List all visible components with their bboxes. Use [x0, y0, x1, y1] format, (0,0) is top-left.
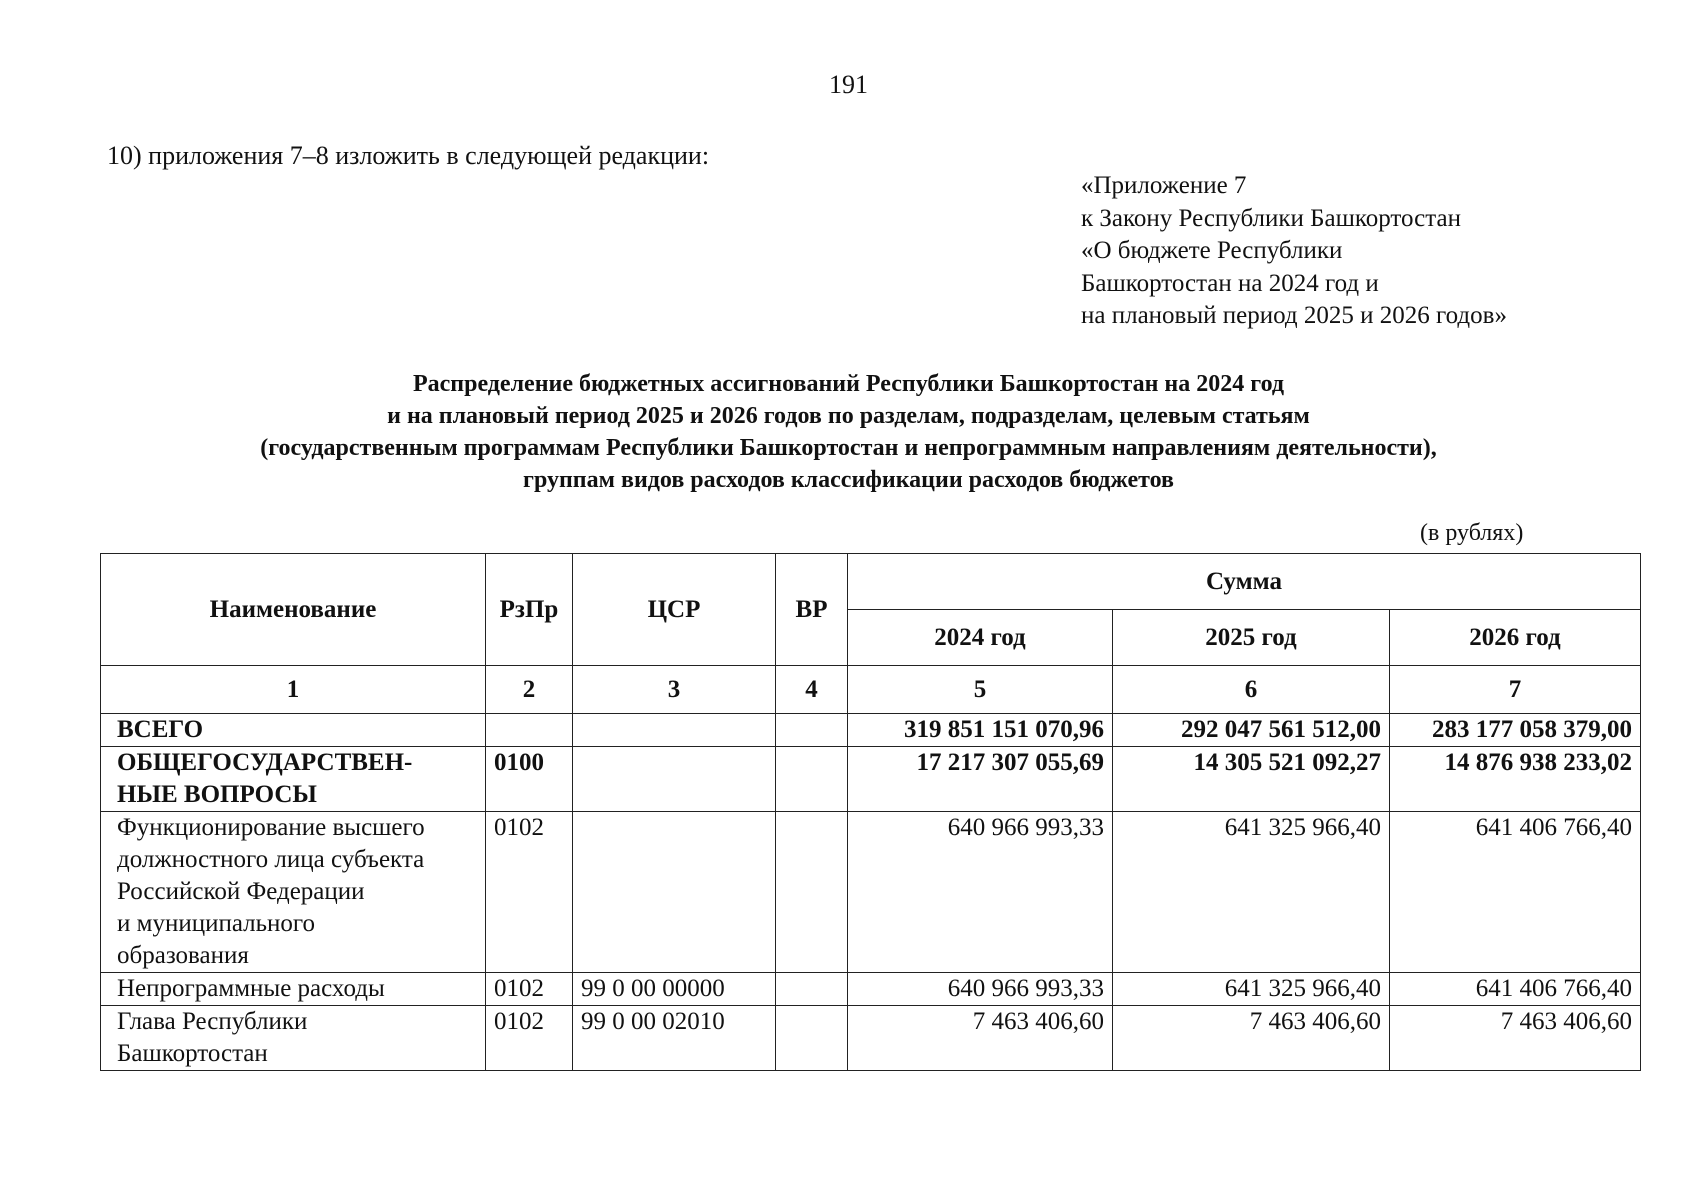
row-name — [101, 812, 486, 973]
intro-text: 10) приложения 7–8 изложить в следующей редакции: — [107, 141, 710, 170]
row-sum-2026: 7 463 406,60 — [1390, 1006, 1641, 1071]
table-row-total — [101, 714, 1641, 747]
row-rzpr: 0102 — [486, 1006, 573, 1071]
units-label: (в рублях) — [1420, 520, 1524, 546]
row-rzpr: 0102 — [486, 812, 573, 973]
row-name-line: Российской Федерации — [117, 878, 365, 905]
row-name-line: ВСЕГО — [117, 716, 204, 743]
table-row-section — [101, 747, 1641, 812]
header-year-2025: 2025 год — [1113, 610, 1390, 666]
row-csr: 99 0 00 00000 — [573, 973, 776, 1006]
row-csr — [573, 714, 776, 747]
table-row — [101, 973, 1641, 1006]
row-name — [101, 714, 486, 747]
header-sum: Сумма — [848, 554, 1641, 610]
header-rzpr: РзПр — [486, 554, 573, 666]
row-sum-2024: 640 966 993,33 — [848, 812, 1113, 973]
header-name: Наименование — [101, 554, 486, 666]
column-number: 2 — [486, 666, 573, 714]
column-number: 5 — [848, 666, 1113, 714]
row-sum-2024: 17 217 307 055,69 — [848, 747, 1113, 812]
row-sum-2026: 641 406 766,40 — [1390, 812, 1641, 973]
row-sum-2024: 7 463 406,60 — [848, 1006, 1113, 1071]
row-name-line: ОБЩЕГОСУДАРСТВЕН- — [117, 749, 413, 776]
row-csr: 99 0 00 02010 — [573, 1006, 776, 1071]
row-sum-2025: 641 325 966,40 — [1113, 973, 1390, 1006]
header-csr: ЦСР — [573, 554, 776, 666]
row-name — [101, 747, 486, 812]
row-csr — [573, 812, 776, 973]
row-name-line: Непрограммные расходы — [117, 975, 385, 1002]
row-sum-2024: 319 851 151 070,96 — [848, 714, 1113, 747]
row-name-line: Башкортостан — [117, 1040, 268, 1067]
appendix-line: «Приложение 7 — [1081, 172, 1247, 199]
row-name-line: образования — [117, 942, 249, 969]
appendix-line: «О бюджете Республики — [1081, 237, 1343, 264]
row-vr — [776, 1006, 848, 1071]
row-name — [101, 1006, 486, 1071]
row-name-line: и муниципального — [117, 910, 316, 937]
page-number: 191 — [829, 70, 868, 99]
row-vr — [776, 812, 848, 973]
row-sum-2025: 641 325 966,40 — [1113, 812, 1390, 973]
row-sum-2026: 283 177 058 379,00 — [1390, 714, 1641, 747]
title-line: Распределение бюджетных ассигнований Республики Башкортостан на 2024 год — [412, 371, 1285, 397]
header-year-2026: 2026 год — [1390, 610, 1641, 666]
column-number: 4 — [776, 666, 848, 714]
title-line: группам видов расходов классификации расходов бюджетов — [523, 467, 1174, 493]
row-sum-2025: 7 463 406,60 — [1113, 1006, 1390, 1071]
row-sum-2025: 14 305 521 092,27 — [1113, 747, 1390, 812]
appendix-line: на плановый период 2025 и 2026 годов» — [1081, 302, 1507, 329]
row-name-line: Функционирование высшего — [117, 814, 425, 841]
row-rzpr: 0102 — [486, 973, 573, 1006]
row-vr — [776, 714, 848, 747]
title-line: (государственным программам Республики Башкортостан и непрограммным направлениям деятельности), — [260, 435, 1437, 461]
table-row — [101, 1006, 1641, 1071]
row-csr — [573, 747, 776, 812]
row-name — [101, 973, 486, 1006]
column-number: 1 — [101, 666, 486, 714]
title-line: и на плановый период 2025 и 2026 годов по разделам, подразделам, целевым статьям — [387, 403, 1310, 429]
row-sum-2025: 292 047 561 512,00 — [1113, 714, 1390, 747]
row-name-line: Глава Республики — [117, 1008, 308, 1035]
column-number: 6 — [1113, 666, 1390, 714]
appendix-line: Башкортостан на 2024 год и — [1081, 269, 1379, 297]
row-sum-2026: 14 876 938 233,02 — [1390, 747, 1641, 812]
appendix-reference — [1081, 170, 1507, 333]
row-name-line: НЫЕ ВОПРОСЫ — [117, 781, 317, 808]
appendix-line: к Закону Республики Башкортостан — [1081, 204, 1461, 232]
table-row — [101, 812, 1641, 973]
row-sum-2026: 641 406 766,40 — [1390, 973, 1641, 1006]
row-vr — [776, 973, 848, 1006]
budget-table — [100, 553, 1641, 1071]
header-year-2024: 2024 год — [848, 610, 1113, 666]
row-sum-2024: 640 966 993,33 — [848, 973, 1113, 1006]
row-rzpr: 0100 — [486, 747, 573, 812]
column-number: 7 — [1390, 666, 1641, 714]
document-title — [0, 368, 1697, 496]
row-rzpr — [486, 714, 573, 747]
row-vr — [776, 747, 848, 812]
header-vr: ВР — [776, 554, 848, 666]
column-number: 3 — [573, 666, 776, 714]
row-name-line: должностного лица субъекта — [117, 846, 425, 873]
